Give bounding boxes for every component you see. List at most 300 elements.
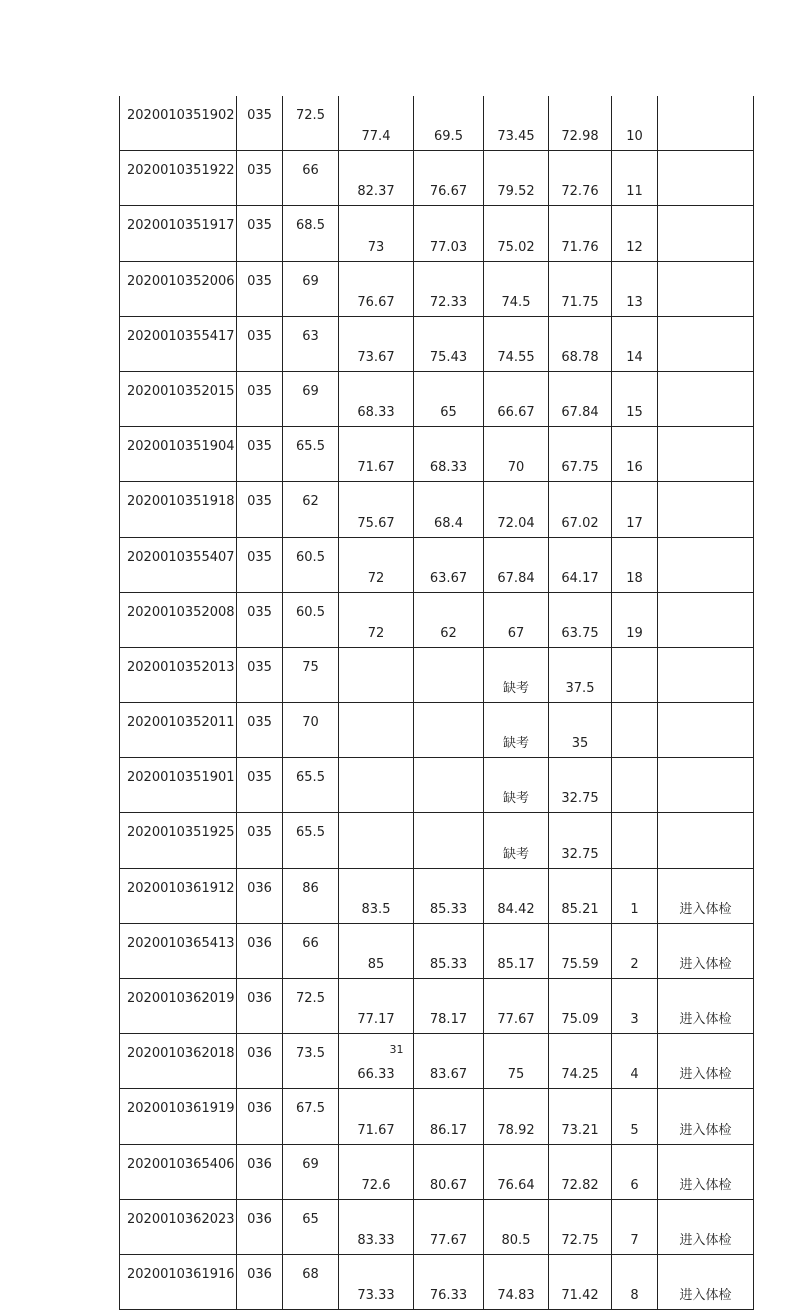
interview-average-cell (484, 592, 549, 647)
written-score-cell (283, 592, 339, 647)
position-code: 036 (247, 1266, 272, 1282)
interview-average-cell (484, 758, 549, 813)
total-score-cell (549, 1034, 612, 1089)
interview-average-cell (484, 537, 549, 592)
written-score: 86 (302, 880, 319, 896)
position-code-cell (237, 151, 283, 206)
remark: 进入体检 (679, 1232, 732, 1248)
candidate-id: 2020010365413 (127, 935, 235, 951)
rank: 18 (626, 570, 643, 586)
rank-cell (612, 151, 658, 206)
interview-average: 76.64 (497, 1177, 535, 1193)
interview-score-b-cell (414, 979, 484, 1034)
written-score: 66 (302, 163, 319, 179)
remark-cell (658, 316, 754, 371)
remark: 进入体检 (679, 957, 732, 972)
rank: 1 (630, 901, 639, 917)
interview-score-b: 78.17 (429, 1012, 468, 1028)
written-score: 69 (302, 273, 319, 289)
interview-score-b-cell (414, 537, 484, 592)
position-code-cell (237, 1254, 283, 1309)
candidate-id-cell (120, 813, 237, 868)
interview-score-b-cell (414, 482, 484, 537)
position-code: 036 (247, 991, 272, 1006)
rank: 17 (626, 515, 643, 531)
remark-cell (658, 206, 754, 261)
total-score: 75.09 (561, 1012, 599, 1028)
total-score: 72.76 (561, 184, 599, 200)
interview-average: 72.04 (497, 515, 535, 531)
candidate-id-cell (120, 96, 237, 151)
candidate-id: 2020010352008 (127, 604, 235, 620)
interview-score-a-cell (339, 537, 414, 592)
candidate-id-cell (120, 316, 237, 371)
interview-average: 66.67 (497, 405, 535, 421)
written-score-cell (283, 1254, 339, 1309)
table-row (120, 206, 754, 261)
interview-score-b-cell (414, 96, 484, 151)
candidate-id-cell (120, 482, 237, 537)
interview-score-a-cell (339, 592, 414, 647)
remark-cell (658, 1089, 754, 1144)
interview-score-a-cell (339, 1144, 414, 1199)
interview-score-a: 72 (367, 570, 385, 586)
remark-cell (658, 1034, 754, 1089)
interview-score-a: 73.67 (357, 349, 395, 365)
interview-score-a-cell (339, 1034, 414, 1089)
rank: 12 (626, 239, 643, 255)
rank: 13 (626, 294, 643, 310)
interview-average-cell (484, 482, 549, 537)
candidate-id: 2020010351922 (127, 163, 235, 179)
position-code: 035 (247, 108, 272, 123)
interview-score-b: 85.33 (429, 957, 468, 972)
total-score-cell (549, 537, 612, 592)
remark: 进入体检 (679, 1122, 732, 1138)
interview-score-b-cell (414, 592, 484, 647)
rank-cell (612, 1254, 658, 1309)
written-score: 72.5 (296, 108, 325, 123)
rank: 3 (630, 1012, 639, 1028)
interview-average: 77.67 (497, 1012, 535, 1028)
remark-cell (658, 923, 754, 978)
candidate-id: 2020010352015 (127, 383, 235, 399)
remark-cell (658, 537, 754, 592)
written-score-cell (283, 813, 339, 868)
interview-average: 78.92 (497, 1122, 535, 1138)
remark-cell (658, 482, 754, 537)
rank-cell (612, 979, 658, 1034)
total-score-cell (549, 923, 612, 978)
rank-cell (612, 316, 658, 371)
interview-score-a-cell (339, 1089, 414, 1144)
written-score: 65.5 (296, 825, 325, 841)
candidate-id-cell (120, 758, 237, 813)
total-score: 67.02 (561, 515, 599, 531)
written-score: 68.5 (296, 218, 325, 234)
position-code: 035 (247, 383, 272, 399)
written-score: 68 (302, 1266, 319, 1282)
total-score: 73.21 (561, 1122, 599, 1138)
interview-score-b: 83.67 (429, 1067, 468, 1083)
interview-score-b: 63.67 (429, 570, 468, 586)
interview-average: 79.52 (497, 184, 535, 200)
written-score-cell (283, 151, 339, 206)
total-score-cell (549, 206, 612, 261)
remark-cell (658, 868, 754, 923)
rank-cell (612, 1199, 658, 1254)
interview-score-a-cell (339, 868, 414, 923)
candidate-id-cell (120, 1144, 237, 1199)
written-score: 75 (302, 659, 319, 675)
interview-score-b-cell (414, 813, 484, 868)
position-code-cell (237, 813, 283, 868)
candidate-id: 2020010365406 (127, 1156, 235, 1172)
candidate-id-cell (120, 1089, 237, 1144)
interview-score-a: 73 (367, 239, 385, 255)
rank-cell (612, 868, 658, 923)
rank-cell (612, 427, 658, 482)
position-code: 035 (247, 273, 272, 289)
position-code: 035 (247, 218, 272, 234)
position-code: 035 (247, 494, 272, 510)
table-row (120, 1199, 754, 1254)
remark-cell (658, 647, 754, 702)
interview-average: 缺考 (502, 791, 529, 807)
written-score: 72.5 (296, 991, 325, 1006)
candidate-id: 2020010351901 (127, 770, 235, 786)
table-row (120, 1089, 754, 1144)
interview-score-a: 66.33 (357, 1067, 395, 1083)
total-score-cell (549, 647, 612, 702)
total-score-cell (549, 316, 612, 371)
total-score-cell (549, 592, 612, 647)
interview-score-b-cell (414, 868, 484, 923)
candidate-id: 2020010361919 (127, 1101, 235, 1117)
rank: 10 (626, 129, 643, 145)
candidate-id-cell (120, 923, 237, 978)
total-score-cell (549, 96, 612, 151)
interview-score-b-cell (414, 1144, 484, 1199)
interview-score-a-cell (339, 758, 414, 813)
rank: 7 (630, 1232, 639, 1248)
interview-score-b: 65 (440, 405, 457, 421)
rank: 14 (626, 349, 643, 365)
table-row (120, 482, 754, 537)
interview-score-a: 77.17 (357, 1012, 395, 1028)
remark: 进入体检 (679, 1177, 732, 1193)
position-code: 035 (247, 659, 272, 675)
interview-score-a-cell (339, 1199, 414, 1254)
written-score: 69 (302, 1156, 319, 1172)
interview-score-a: 72.6 (361, 1177, 391, 1193)
written-score-cell (283, 758, 339, 813)
interview-score-a: 85 (367, 957, 385, 972)
candidate-id: 2020010351902 (127, 108, 235, 123)
remark: 进入体检 (679, 1067, 732, 1083)
interview-score-a-cell (339, 206, 414, 261)
total-score-cell (549, 261, 612, 316)
candidate-id: 2020010352011 (127, 715, 235, 731)
position-code-cell (237, 537, 283, 592)
interview-average-cell (484, 647, 549, 702)
remark-cell (658, 1144, 754, 1199)
interview-average-cell (484, 1199, 549, 1254)
position-code: 036 (247, 1156, 272, 1172)
written-score: 69 (302, 383, 319, 399)
interview-average-cell (484, 703, 549, 758)
interview-score-b-cell (414, 371, 484, 426)
total-score-cell (549, 758, 612, 813)
interview-score-a: 71.67 (357, 460, 395, 476)
rank-cell (612, 1034, 658, 1089)
total-score: 68.78 (561, 349, 599, 365)
interview-score-a: 82.37 (357, 184, 395, 200)
candidate-id-cell (120, 537, 237, 592)
position-code: 036 (247, 1046, 272, 1062)
interview-average-cell (484, 923, 549, 978)
rank-cell (612, 206, 658, 261)
interview-score-b-cell (414, 316, 484, 371)
interview-score-a-cell (339, 703, 414, 758)
interview-average: 67.84 (497, 570, 535, 586)
interview-score-a-cell (339, 482, 414, 537)
total-score: 67.75 (561, 460, 599, 476)
interview-score-a-cell (339, 371, 414, 426)
interview-score-b: 80.67 (429, 1177, 468, 1193)
interview-score-a-cell (339, 151, 414, 206)
total-score: 32.75 (561, 846, 599, 862)
position-code-cell (237, 758, 283, 813)
total-score: 71.75 (561, 294, 599, 310)
interview-score-b-cell (414, 1089, 484, 1144)
candidate-id-cell (120, 592, 237, 647)
rank-cell (612, 537, 658, 592)
interview-average: 84.42 (497, 901, 535, 917)
candidate-id: 2020010361916 (127, 1266, 235, 1282)
interview-average: 75 (507, 1067, 525, 1083)
rank: 4 (630, 1067, 639, 1083)
interview-score-b: 76.33 (429, 1288, 468, 1304)
total-score: 71.42 (561, 1288, 599, 1304)
written-score-cell (283, 96, 339, 151)
remark-cell (658, 703, 754, 758)
interview-average: 缺考 (502, 736, 529, 752)
interview-score-b: 69.5 (434, 129, 463, 145)
rank-cell (612, 1144, 658, 1199)
rank: 11 (626, 184, 643, 200)
interview-average: 70 (507, 460, 525, 476)
interview-score-a: 76.67 (357, 294, 395, 310)
total-score-cell (549, 868, 612, 923)
position-code: 036 (247, 880, 272, 896)
interview-average: 74.55 (497, 349, 535, 365)
position-code: 035 (247, 770, 272, 786)
written-score-cell (283, 703, 339, 758)
position-code: 036 (247, 935, 272, 951)
interview-average-cell (484, 1144, 549, 1199)
total-score: 74.25 (561, 1067, 599, 1083)
candidate-id-cell (120, 868, 237, 923)
position-code-cell (237, 1089, 283, 1144)
written-score-cell (283, 261, 339, 316)
candidate-id: 2020010351925 (127, 825, 235, 841)
interview-score-a: 72 (367, 625, 385, 641)
interview-score-a-cell (339, 427, 414, 482)
remark: 进入体检 (679, 1012, 732, 1028)
position-code-cell (237, 96, 283, 151)
written-score-cell (283, 1144, 339, 1199)
candidate-id: 2020010352006 (127, 273, 235, 289)
total-score-cell (549, 427, 612, 482)
interview-score-a-cell (339, 96, 414, 151)
interview-score-b-cell (414, 1254, 484, 1309)
candidate-id-cell (120, 1254, 237, 1309)
written-score-cell (283, 427, 339, 482)
interview-average-cell (484, 206, 549, 261)
interview-average-cell (484, 1034, 549, 1089)
written-score-cell (283, 868, 339, 923)
table-row (120, 868, 754, 923)
interview-score-b: 68.4 (434, 515, 463, 531)
remark-cell (658, 1199, 754, 1254)
written-score-cell (283, 647, 339, 702)
interview-score-a: 83.5 (361, 901, 391, 917)
rank-cell (612, 371, 658, 426)
written-score-cell (283, 482, 339, 537)
rank-cell (612, 813, 658, 868)
interview-score-a-cell (339, 979, 414, 1034)
remark-cell (658, 758, 754, 813)
total-score-cell (549, 151, 612, 206)
candidate-id: 2020010362019 (127, 991, 235, 1006)
position-code-cell (237, 1144, 283, 1199)
written-score-cell (283, 537, 339, 592)
written-score-cell (283, 1034, 339, 1089)
written-score-cell (283, 371, 339, 426)
interview-score-a-cell (339, 647, 414, 702)
position-code-cell (237, 316, 283, 371)
total-score-cell (549, 1144, 612, 1199)
position-code-cell (237, 1199, 283, 1254)
candidate-id-cell (120, 427, 237, 482)
remark-cell (658, 592, 754, 647)
interview-score-b-cell (414, 703, 484, 758)
interview-average: 75.02 (497, 239, 535, 255)
table-row (120, 923, 754, 978)
table-row (120, 316, 754, 371)
written-score-cell (283, 206, 339, 261)
rank-cell (612, 923, 658, 978)
interview-average-cell (484, 979, 549, 1034)
table-row (120, 1144, 754, 1199)
written-score: 62 (302, 494, 319, 510)
total-score: 37.5 (565, 681, 595, 697)
rank-cell (612, 703, 658, 758)
position-code-cell (237, 371, 283, 426)
interview-score-a: 71.67 (357, 1122, 395, 1138)
candidate-id-cell (120, 703, 237, 758)
interview-score-b-cell (414, 261, 484, 316)
interview-average: 74.5 (501, 294, 531, 310)
total-score: 32.75 (561, 791, 599, 807)
written-score: 65 (302, 1211, 319, 1227)
interview-average: 73.45 (497, 129, 535, 145)
total-score-cell (549, 1199, 612, 1254)
rank-cell (612, 647, 658, 702)
candidate-id: 2020010355417 (127, 328, 235, 344)
position-code-cell (237, 482, 283, 537)
table-row (120, 592, 754, 647)
written-score-cell (283, 316, 339, 371)
candidate-id: 2020010351918 (127, 494, 235, 510)
interview-average-cell (484, 813, 549, 868)
table-body (120, 96, 754, 1310)
total-score-cell (549, 1254, 612, 1309)
position-code: 035 (247, 715, 272, 731)
total-score: 35 (571, 736, 589, 752)
rank: 15 (626, 405, 643, 421)
remark: 进入体检 (679, 901, 732, 917)
total-score-cell (549, 371, 612, 426)
interview-average: 80.5 (501, 1232, 531, 1248)
position-code: 036 (247, 1211, 272, 1227)
table-row (120, 758, 754, 813)
position-code-cell (237, 427, 283, 482)
position-code-cell (237, 1034, 283, 1089)
interview-score-b-cell (414, 923, 484, 978)
remark-cell (658, 979, 754, 1034)
interview-score-b: 77.03 (429, 239, 468, 255)
written-score-cell (283, 1199, 339, 1254)
table-row (120, 537, 754, 592)
candidate-id-cell (120, 1034, 237, 1089)
candidate-id-cell (120, 151, 237, 206)
position-code-cell (237, 703, 283, 758)
written-score: 67.5 (296, 1101, 325, 1117)
interview-average-cell (484, 1089, 549, 1144)
interview-average: 74.83 (497, 1288, 535, 1304)
written-score: 60.5 (296, 549, 325, 565)
rank: 19 (626, 625, 643, 641)
total-score-cell (549, 1089, 612, 1144)
candidate-id: 2020010355407 (127, 549, 235, 565)
candidate-id-cell (120, 206, 237, 261)
table-row (120, 647, 754, 702)
position-code-cell (237, 923, 283, 978)
remark-cell (658, 151, 754, 206)
total-score: 72.98 (561, 129, 599, 145)
interview-score-b: 62 (440, 625, 457, 641)
rank: 6 (630, 1177, 639, 1193)
written-score: 66 (302, 935, 319, 951)
interview-average-cell (484, 261, 549, 316)
interview-average-cell (484, 96, 549, 151)
remark-cell (658, 813, 754, 868)
position-code: 035 (247, 604, 272, 620)
candidate-id-cell (120, 647, 237, 702)
position-code-cell (237, 592, 283, 647)
position-code: 035 (247, 163, 272, 179)
interview-score-b: 75.43 (429, 349, 468, 365)
position-code: 035 (247, 328, 272, 344)
candidate-id-cell (120, 261, 237, 316)
interview-average-cell (484, 151, 549, 206)
total-score-cell (549, 482, 612, 537)
interview-average-cell (484, 868, 549, 923)
interview-score-b-cell (414, 1034, 484, 1089)
remark-cell (658, 371, 754, 426)
